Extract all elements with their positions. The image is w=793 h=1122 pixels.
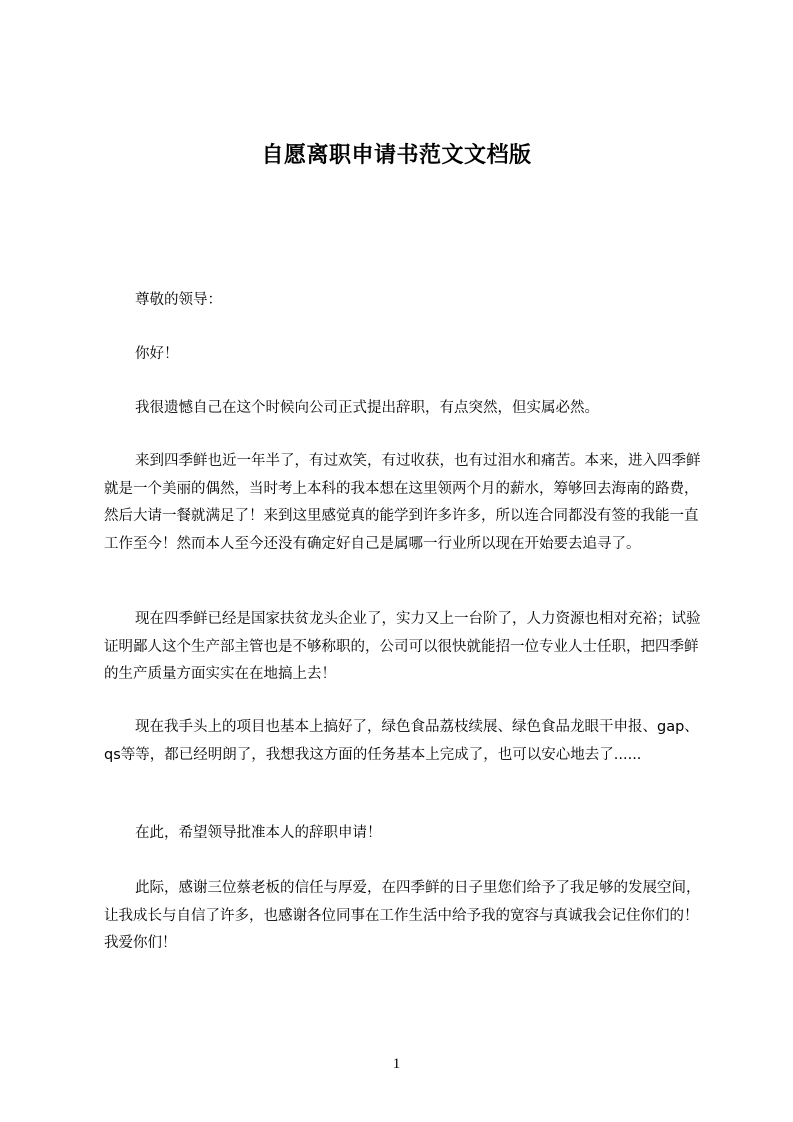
paragraph-4: 现在我手头上的项目也基本上搞好了，绿色食品荔枝续展、绿色食品龙眼干申报、gap、qs等等，都已经明朗了，我想我这方面的任务基本上完成了，也可以安心地去了...... [104,719,699,763]
salutation: 尊敬的领导： [135,292,222,308]
paragraph-5: 在此，希望领导批准本人的辞职申请！ [135,825,382,841]
document-title: 自愿离职申请书范文文档版 [261,143,532,168]
page-number: 1 [392,1056,401,1072]
paragraph-6: 此际，感谢三位蔡老板的信任与厚爱，在四季鲜的日子里您们给予了我足够的发展空间，让我成长与自信了许多，也感谢各位同事在工作生活中给予我的宽容与真诚我会记住你们的！我爱你们！ [104,880,701,951]
paragraph-1: 我很遗憾自己在这个时候向公司正式提出辞职，有点突然，但实属必然。 [135,400,599,416]
greeting: 你好！ [135,346,179,362]
paragraph-3: 现在四季鲜已经是国家扶贫龙头企业了，实力又上一台阶了，人力资源也相对充裕；试验证明鄙人这个生产部主管也是不够称职的，公司可以很快就能招一位专业人士任职，把四季鲜的生产质量方面实实在在地搞上去！ [104,611,701,682]
paragraph-2: 来到四季鲜也近一年半了，有过欢笑，有过收获，也有过泪水和痛苦。本来，进入四季鲜就是一个美丽的偶然，当时考上本科的我本想在这里领两个月的薪水，筹够回去海南的路费，然后大请一餐就满足了！来到这里感觉真的能学到许多许多，所以连合同都没有签的我能一直工作至今！然而本人至今还没有确定好自己是属哪一行业所以现在开始要去追寻了。 [104,453,701,552]
